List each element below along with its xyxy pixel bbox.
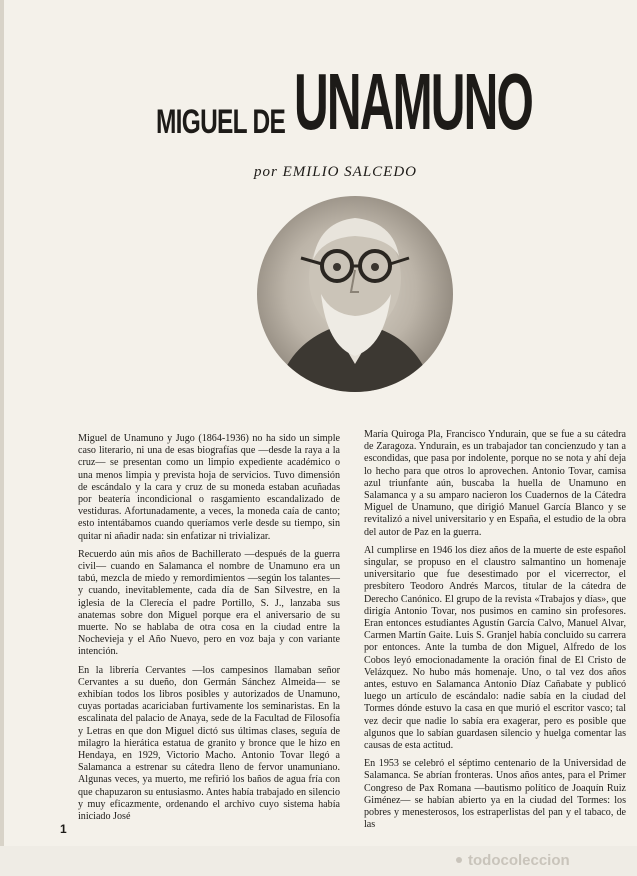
- right-paragraph: María Quiroga Pla, Francisco Yndurain, que se fue a su cátedra de Zaragoza. Yndurain, es un trabajador tan concienzudo y tan a escondidas, que pasa por indolente, porque no se nota y ahí deja lo hecho para que otros lo aprovechen. Antonio Tovar, camisa azul triunfante aún, buscaba la huella de Unamuno en Salamanca y a su amparo nacieron los Cuadernos de la Cátedra Miguel de Unamuno, que dirigió Manuel García Blanco y se revitalizó a nivel universitario y en España, el estudio de la obra del autor de Paz en la guerra.: [364, 429, 626, 538]
- portrait-illustration: [257, 196, 453, 392]
- article-right-column: [364, 429, 626, 838]
- watermark-dot-icon: [456, 857, 462, 863]
- article-left-column: [78, 433, 340, 829]
- title-surname: UNAMUNO: [294, 57, 533, 146]
- title-first-part: MIGUEL DE: [156, 103, 286, 141]
- right-paragraph: En 1953 se celebró el séptimo centenario de la Universidad de Salamanca. Se abrían fronteras. Unos años antes, para el Primer Congreso de Pax Romana —bautismo político de Joaquín Ruiz Giménez— se habían abierto ya en la ciudad del Tormes: los pobres y menesterosos, los estraperlistas del pan y el tabaco, de las: [364, 758, 626, 831]
- right-paragraph: Al cumplirse en 1946 los diez años de la muerte de este español singular, se propuso en el claustro salmantino un homenaje universitario que fue desestimado por el vicerrector, el presbítero Teodoro Andrés Marcos, titular de la cátedra de Derecho Canónico. El grupo de la revista «Trabajos y días», que dirigía Antonio Tovar, nos pusimos en camino sin profesores. Eran entonces estudiantes Agustín García Calvo, Manuel Alvar, Carmen Martín Gaite. Luis S. Granjel había concluido su carrera por entonces. Ante la tumba de don Miguel, Alfredo de los Cobos leyó emocionadamente la oración final de El Cristo de Velázquez. No hubo más homenaje. Uno, o tal vez dos años antes, estuvo en Salamanca Antonio Díaz Cañabate y publicó luego un artículo de escándalo: nadie sabía en la ciudad del Tormes dónde estuvo la casa en que murió el escritor vasco; tal vez decir que nadie lo sabía era exagerar, pero es posible que algunos que lo sabían guardasen silencio y huelga comentar las causas de esta actitud.: [364, 544, 626, 752]
- left-paragraph: Recuerdo aún mis años de Bachillerato —después de la guerra civil— cuando en Salamanca el nombre de Unamuno era un tabú, mezcla de miedo y remordimientos —según los talantes— y cuando, inevitablemente, cada día de San Silvestre, en la iglesia de la Clerecía el padre Portillo, S. J., lanzaba sus anatemas sobre don Miguel porque era el aniversario de su muerte. No se hablaba de otra cosa en la ciudad entre la Nochevieja y el Año Nuevo, pero en voz baja y con variante intención.: [78, 548, 340, 658]
- article-title: [0, 57, 637, 150]
- watermark: [456, 849, 631, 871]
- watermark-text: todocoleccion: [468, 851, 570, 869]
- article-byline: por EMILIO SALCEDO: [254, 164, 417, 180]
- author-portrait-photo: [257, 196, 453, 392]
- left-paragraph: Miguel de Unamuno y Jugo (1864-1936) no ha sido un simple caso literario, ni una de esas biografías que —desde la raya a la cruz— se presentan como un limpio expediente académico o una menos limpia y prevista hoja de servicios. Tuvo dimensión de escándalo y la cara y cruz de su moneda estaban acuñadas por beatería incondicional o rasgamiento escandalizado de vestiduras. Afortunadamente, a veces, la moneda caía de canto; esto intentábamos cuando queríamos verle desde su tiempo, sin quitar ni añadir nada: sin enfatizar ni trivializar.: [78, 433, 340, 542]
- left-paragraph: En la librería Cervantes —los campesinos llamaban señor Cervantes a su dueño, don Germán Sánchez Almeida— se exhibían todos los libros posibles y autorizados de Unamuno, cuyas portadas acariciaban furtivamente los seminaristas. En la escalinata del palacio de Anaya, sede de la Facultad de Filosofía y Letras en que don Miguel dictó sus últimas clases, seguía de milagro la hierática estatua de granito y bronce que le hizo en Hendaya, en 1929, Victorio Macho. Antonio Tovar llegó a Salamanca a estrenar su cátedra lleno de fervor unamuniano. Algunas veces, ya muerto, me refirió los baños de agua fría con que chapuzaron su entusiasmo. Antes había trabajado en silencio y muy eficazmente, ordenando el archivo cuyo sistema había iniciado José: [78, 664, 340, 823]
- page-number: 1: [60, 822, 67, 836]
